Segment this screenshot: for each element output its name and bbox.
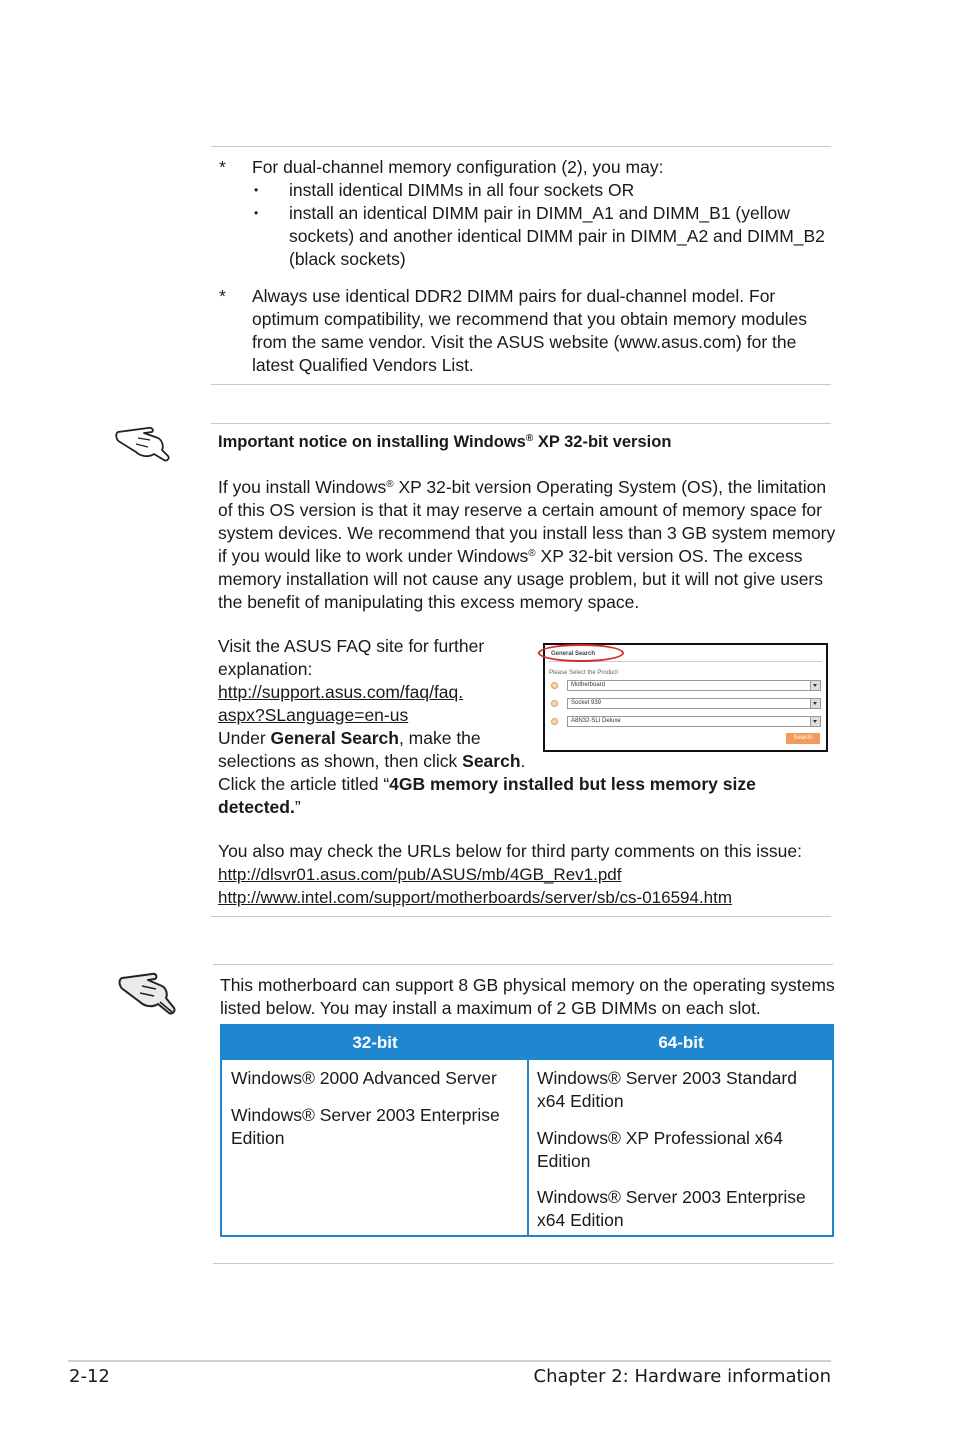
table-cell: Edition bbox=[231, 1128, 285, 1148]
registered-mark: ® bbox=[528, 548, 536, 559]
highlight-oval bbox=[538, 644, 624, 662]
important-bottom-divider bbox=[211, 916, 831, 917]
chapter-title: Chapter 2: Hardware information bbox=[533, 1366, 831, 1387]
select-value: Motherboard bbox=[571, 682, 606, 688]
top-divider bbox=[211, 146, 831, 147]
page-number: 2-12 bbox=[69, 1366, 110, 1387]
important-paragraph-line: memory installation will not cause any usage problem, but it will not give users bbox=[218, 569, 824, 589]
important-title bbox=[218, 431, 671, 454]
faq-link[interactable]: http://support.asus.com/faq/faq. bbox=[218, 682, 464, 702]
screenshot-header: General Search bbox=[551, 651, 596, 657]
identical-pairs-line: Always use identical DDR2 DIMM pairs for dual-channel model. For bbox=[252, 286, 776, 306]
hand-pointer-icon bbox=[114, 418, 174, 464]
important-top-divider bbox=[211, 423, 831, 424]
important-paragraph-line: system devices. We recommend that you install less than 3 GB system memory bbox=[218, 523, 836, 543]
important-title-suffix: XP 32-bit version bbox=[533, 433, 672, 451]
table-cell: x64 Edition bbox=[537, 1091, 624, 1111]
registered-mark: ® bbox=[386, 479, 394, 490]
table-header-32bit: 32-bit bbox=[222, 1026, 528, 1060]
bullet-item-line: install an identical DIMM pair in DIMM_A1 and DIMM_B1 (yellow bbox=[289, 203, 790, 223]
registered-mark: ® bbox=[525, 433, 534, 444]
select-value: Socket 939 bbox=[571, 700, 602, 706]
os-support-table bbox=[220, 1024, 834, 1237]
article-instruction bbox=[218, 796, 301, 819]
table-cell: Windows® XP Professional x64 bbox=[537, 1128, 784, 1148]
third-party-link[interactable]: http://dlsvr01.asus.com/pub/ASUS/mb/4GB_Rev1.pdf bbox=[218, 865, 622, 884]
text-segment: XP 32-bit version Operating System (OS), the limitation bbox=[393, 477, 827, 497]
asterisk-marker: * bbox=[219, 286, 226, 306]
important-title-text: Important notice on installing Windows bbox=[218, 433, 526, 451]
screenshot-hint: Please Select the Product bbox=[549, 670, 619, 676]
table-cell: Edition bbox=[537, 1151, 591, 1171]
article-title: detected. bbox=[218, 797, 295, 817]
table-cell: Windows® Server 2003 Enterprise bbox=[537, 1187, 806, 1207]
identical-pairs-line: latest Qualified Vendors List. bbox=[252, 355, 474, 375]
dropdown-arrow-icon bbox=[810, 699, 820, 708]
search-label: Search bbox=[462, 751, 521, 771]
identical-pairs-line: from the same vendor. Visit the ASUS website (www.asus.com) for the bbox=[252, 332, 797, 352]
support-bottom-divider bbox=[213, 1263, 833, 1264]
important-paragraph-line bbox=[218, 545, 803, 568]
important-paragraph-line: the benefit of manipulating this excess memory space. bbox=[218, 592, 640, 612]
table-column-divider bbox=[527, 1060, 529, 1235]
table-cell: Windows® 2000 Advanced Server bbox=[231, 1068, 497, 1088]
support-top-divider bbox=[213, 964, 833, 965]
table-cell: x64 Edition bbox=[537, 1210, 624, 1230]
asterisk-marker: * bbox=[219, 157, 226, 177]
bullet-item-line: sockets) and another identical DIMM pair in DIMM_A2 and DIMM_B2 bbox=[289, 226, 825, 246]
screenshot-select bbox=[567, 698, 821, 709]
support-intro: listed below. You may install a maximum of 2 GB DIMMs on each slot. bbox=[220, 998, 761, 1018]
dropdown-arrow-icon bbox=[810, 717, 820, 726]
faq-line: Visit the ASUS FAQ site for further bbox=[218, 636, 485, 656]
question-icon bbox=[551, 718, 558, 725]
table-cell: Windows® Server 2003 Enterprise bbox=[231, 1105, 500, 1125]
footer-rule bbox=[68, 1360, 831, 1362]
text-segment: Click the article titled “ bbox=[218, 774, 390, 794]
screenshot-search-button: Search bbox=[786, 733, 820, 744]
hand-note-icon bbox=[116, 968, 182, 1020]
text-segment: , make the bbox=[398, 728, 481, 748]
text-segment: if you would like to work under Windows bbox=[218, 546, 529, 566]
third-party-intro: You also may check the URLs below for third party comments on this issue: bbox=[218, 841, 802, 861]
text-segment: Under bbox=[218, 728, 271, 748]
table-header-64bit: 64-bit bbox=[528, 1026, 834, 1060]
bullet-item: install identical DIMMs in all four sockets OR bbox=[289, 180, 635, 200]
table-cell: Windows® Server 2003 Standard bbox=[537, 1068, 797, 1088]
bullet-glyph: • bbox=[254, 183, 259, 197]
article-instruction bbox=[218, 773, 756, 796]
bullet-item-line: (black sockets) bbox=[289, 249, 406, 269]
screenshot-select bbox=[567, 716, 821, 727]
screenshot-select bbox=[567, 680, 821, 691]
support-intro: This motherboard can support 8 GB physical memory on the operating systems bbox=[220, 975, 835, 995]
dual-channel-intro: For dual-channel memory configuration (2), you may: bbox=[252, 157, 664, 177]
select-value: A8N32-SLI Deluxe bbox=[571, 718, 621, 724]
text-segment: . bbox=[520, 751, 526, 771]
text-segment: selections as shown, then click bbox=[218, 751, 463, 771]
question-icon bbox=[551, 700, 558, 707]
faq-line: explanation: bbox=[218, 659, 313, 679]
identical-pairs-line: optimum compatibility, we recommend that you obtain memory modules bbox=[252, 309, 808, 329]
screenshot-field-row bbox=[549, 679, 825, 693]
text-segment: ” bbox=[294, 797, 301, 817]
text-segment: If you install Windows bbox=[218, 477, 387, 497]
dropdown-arrow-icon bbox=[810, 681, 820, 690]
screenshot-field-row bbox=[549, 715, 825, 729]
important-paragraph-line: of this OS version is that it may reserve a certain amount of memory space for bbox=[218, 500, 822, 520]
bullet-glyph: • bbox=[254, 206, 259, 220]
article-title: 4GB memory installed but less memory size bbox=[389, 774, 756, 794]
question-icon bbox=[551, 682, 558, 689]
search-instruction bbox=[218, 750, 525, 773]
section-divider bbox=[211, 384, 831, 385]
screenshot-field-row bbox=[549, 697, 825, 711]
faq-link[interactable]: aspx?SLanguage=en-us bbox=[218, 705, 409, 725]
general-search-label: General Search bbox=[270, 728, 399, 748]
text-segment: XP 32-bit version OS. The excess bbox=[535, 546, 803, 566]
general-search-instruction bbox=[218, 727, 481, 750]
third-party-link[interactable]: http://www.intel.com/support/motherboards/server/sb/cs-016594.htm bbox=[218, 888, 733, 907]
important-paragraph-line bbox=[218, 476, 826, 499]
